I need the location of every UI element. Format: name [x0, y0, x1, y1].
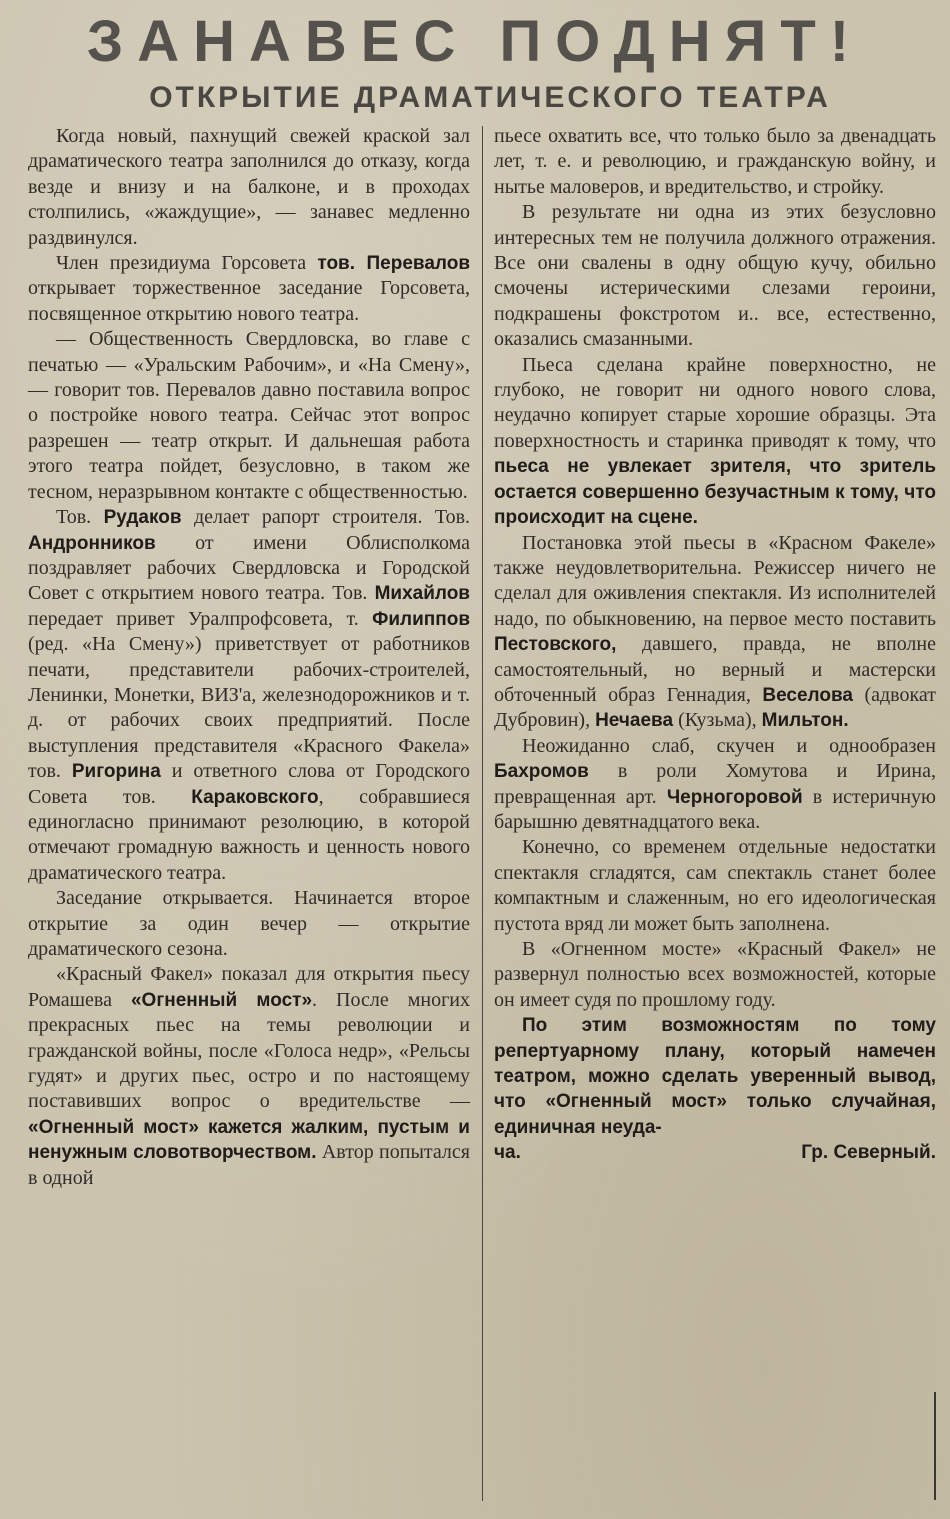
- paragraph: Конечно, со временем отдельные недостатки спектакля сгладятся, сам спектакль станет более компактным и слаженным, но его идеологическая пустота вряд ли может быть заполнена.: [494, 836, 936, 935]
- subheadline: ОТКРЫТИЕ ДРАМАТИЧЕСКОГО ТЕАТРА: [149, 81, 831, 114]
- headline: ЗАНАВЕС ПОДНЯТ!: [86, 9, 864, 74]
- paragraph: В результате ни одна из этих безусловно интересных тем не получила должного отражения. Все они свалены в одну общую кучу, обильно смочены истерическими слезами героини, подкрашены фокстротом и.. все, естественно, оказались смазанными.: [494, 201, 936, 351]
- paragraph: Член президиума Горсовета тов. Перевалов открывает торжественное заседание Горсовета, посвященное открытию нового театра.: [28, 252, 470, 325]
- paragraph: В «Огненном мосте» «Красный Факел» не развернул полностью всех возможностей, которые он имеет судя по прошлому году.: [494, 938, 936, 1011]
- paragraph: пьесе охватить все, что только было за двенадцать лет, т. е. и революцию, и гражданскую войну, и нытье маловеров, и вредительство, и стройку.: [494, 125, 936, 198]
- article-column-left: [28, 124, 470, 1191]
- paragraph: Неожиданно слаб, скучен и однообразен Бахромов в роли Хомутова и Ирина, превращенная арт. Черногоровой в истеричную барышню девятнадцатого века.: [494, 734, 936, 833]
- paragraph: Пьеса сделана крайне поверхностно, не глубоко, не говорит ни одного нового слова, неудачно копирует старые хорошие образцы. Эта поверхностность и старинка приводят к тому, что пьеса не увлекает зрителя, что зритель остается совершенно безучастным к тому, что происходит на сцене.: [494, 353, 936, 529]
- closing-rule: [934, 1392, 936, 1500]
- paragraph: — Общественность Свердловска, во главе с печатью — «Уральским Рабочим», и «На Смену», — говорит тов. Перевалов давно поставила вопрос о постройке нового театра. Сейчас этот вопрос разрешен — театр открыт. И дальнешая работа этого театра пойдет, безусловно, в таком же тесном, неразрывном контакте с общественностью.: [28, 328, 470, 503]
- column-divider: [482, 126, 483, 1501]
- paragraph: По этим возможностям по тому репертуарному плану, который намечен театром, можно сделать уверенный вывод, что «Огненный мост» только случайная, единичная неуда-: [494, 1015, 936, 1138]
- paragraph-end: ча.: [494, 1142, 521, 1164]
- paragraph: Когда новый, пахнущий свежей краской зал драматического театра заполнился до отказу, когда везде и внизу и на балконе, и в проходах столпились, «жаждущие», — занавес медленно раздвинулся.: [28, 125, 470, 249]
- article-column-right: [494, 124, 936, 1166]
- signature-line: [494, 1140, 936, 1165]
- paragraph: Постановка этой пьесы в «Красном Факеле» также неудовлетворительна. Режиссер ничего не сделал для оживления спектакля. Из исполнителей надо, по обыкновению, на первое место поставить Пестовского, давшего, правда, не вполне самостоятельный, но верный и мастерски обточенный образ Геннадия, Веселова (адвокат Дубровин), Нечаева (Кузьма), Мильтон.: [494, 531, 936, 732]
- paragraph: Тов. Рудаков делает рапорт строителя. Тов. Андронников от имени Облисполкома поздравляет рабочих Свердловска и Городской Совет с открытием нового театра. Тов. Михайлов передает привет Уралпрофсовета, т. Филиппов (ред. «На Смену») приветствует от работников печати, представители рабочих-строителей, Ленинки, Монетки, ВИЗ'а, железнодорожников и т. д. от рабочих своих предприятий. После выступления представителя «Красного Факела» тов. Ригорина и ответного слова от Городского Совета тов. Караковского, собравшиеся единогласно принимают резолюцию, в которой отмечают громадную важность и ценность нового драматического театра.: [28, 506, 471, 884]
- author-signature: Гр. Северный.: [801, 1142, 936, 1164]
- paragraph: Заседание открывается. Начинается второе открытие за один вечер — открытие драматического сезона.: [28, 887, 470, 960]
- paragraph: «Красный Факел» показал для открытия пьесу Ромашева «Огненный мост». После многих прекрасных пьес на темы революции и гражданской войны, после «Голоса недр», «Рельсы гудят» и других пьес, остро и по настоящему поставивших вопрос о вредительстве — «Огненный мост» кажется жалким, пустым и ненужным словотворчеством. Автор попытался в одной: [28, 963, 470, 1189]
